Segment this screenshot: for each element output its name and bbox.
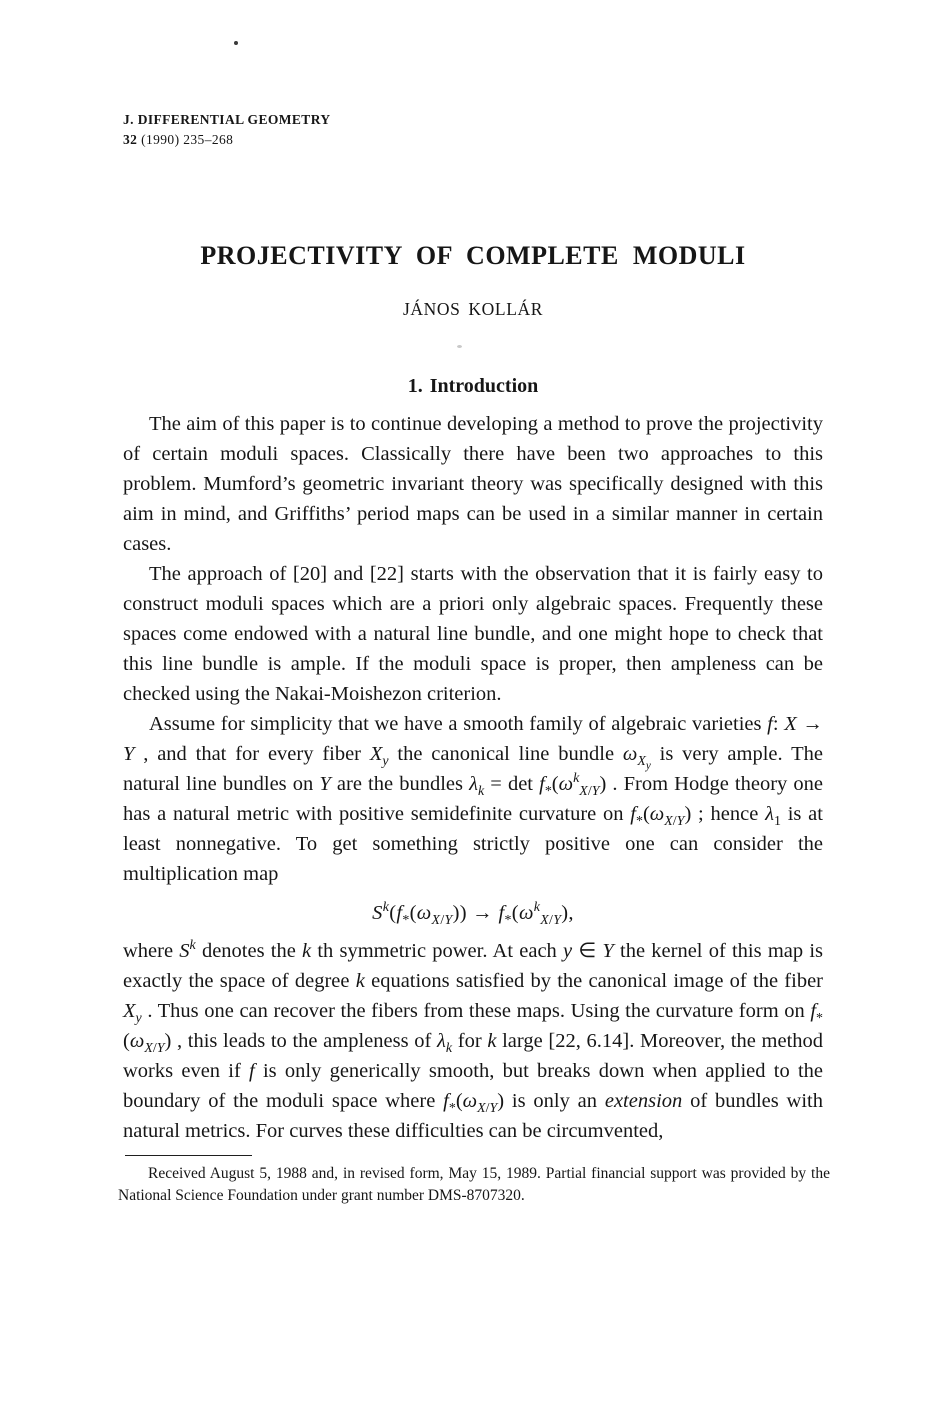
body-paragraph-2: The approach of [20] and [22] starts with the observation that it is fairly easy to construct moduli spaces which are a priori only algebraic spaces. Frequently these spaces come endowed with a natural line bundle, and one might hope to check that this line bundle is ample. If the moduli space is proper, then ampleness can be checked using the Nakai-Moishezon criterion. — [123, 563, 823, 706]
journal-volume-pages: (1990) 235–268 — [137, 132, 234, 148]
footnote-rule — [125, 1155, 252, 1156]
footnote — [118, 1155, 830, 1207]
footnote-text: Received August 5, 1988 and, in revised form, May 15, 1989. Partial financial support was provided by the National Science Foundation under grant number DMS-8707320. — [118, 1165, 830, 1205]
paper-title: PROJECTIVITY OF COMPLETE MODULI — [200, 240, 746, 270]
author-name: JÁNOS KOLLÁR — [403, 299, 543, 320]
journal-header — [123, 110, 823, 151]
body-paragraph-1: The aim of this paper is to continue developing a method to prove the projectivity of certain moduli spaces. Classically there have been two approaches to this problem. Mumford’s geometric invariant theory was specifically designed with this aim in mind, and Griffiths’ period maps can be used in a similar manner in certain cases. — [123, 413, 823, 556]
body-paragraph-4: where $S^k$ denotes the k th symmetric power. At each y ∈ Y the kernel of this map is exactly the space of degree k equations satisfied by the canonical image of the fiber $X_y$ . Thus one can recover the fibers from these maps. Using the curvature form on $f_*(\omega_{X/Y})$ , this leads to the ampleness of $\lambda_k$ for k large [22, 6.14]. Moreover, the method works even if f is only generically smooth, but breaks down when applied to the boundary of the moduli space where $f_*(\omega_{X/Y})$ is only an extension of bundles with natural metrics. For curves these difficulties can be circumvented, — [123, 938, 824, 1143]
section-heading: 1. Introduction — [407, 375, 539, 398]
display-equation: $S^k(f_*(\omega_{X/Y})) \to f_*(\omega^k_{X/Y})$, — [372, 900, 574, 929]
journal-name: J. DIFFERENTIAL GEOMETRY — [123, 112, 331, 127]
journal-volume-line — [123, 130, 823, 150]
journal-volume-number: 32 — [123, 132, 138, 148]
body-paragraph-3: Assume for simplicity that we have a smooth family of algebraic varieties f: X → Y , and that for every fiber $X_y$ the canonical line bundle $\omega_{X_y}$ is very ample. The natural line bundles on Y are the bundles $\lambda_k = \det f_*(\omega^k_{X/Y})$ . From Hodge theory one has a natural metric with positive semidefinite curvature on $f_*(\omega_{X/Y})$ ; hence $\lambda_1$ is at least nonnegative. To get something strictly positive one can consider the multiplication map — [123, 713, 824, 886]
page-content — [118, 0, 830, 1207]
